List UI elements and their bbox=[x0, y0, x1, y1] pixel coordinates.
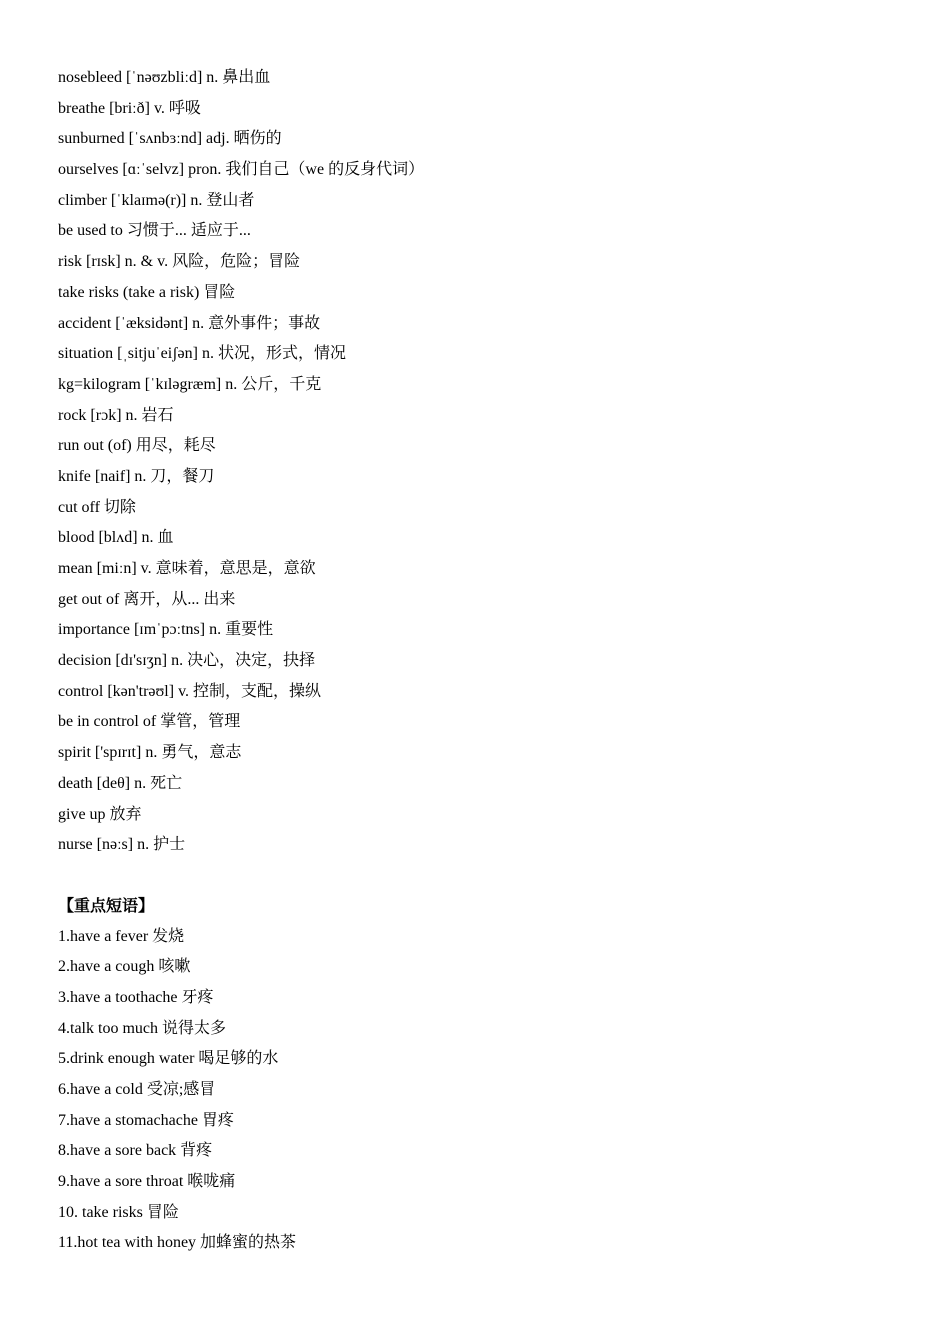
vocab-entry: mean [miːn] v. 意味着，意思是，意欲 bbox=[58, 560, 316, 577]
phrases-list bbox=[58, 922, 918, 1260]
vocab-entry: sunburned [ˈsʌnbɜːnd] adj. 晒伤的 bbox=[58, 130, 282, 148]
vocab-entry: nosebleed [ˈnəʊzbliːd] n. 鼻出血 bbox=[58, 69, 271, 86]
vocab-entry: give up 放弃 bbox=[58, 805, 142, 823]
phrase-entry: 11.hot tea with honey 加蜂蜜的热茶 bbox=[58, 1234, 297, 1252]
vocab-entry: be in control of 掌管，管理 bbox=[58, 713, 241, 731]
vocab-entry: run out (of) 用尽，耗尽 bbox=[58, 437, 216, 455]
vocab-entry: control [kən'trəʊl] v. 控制，支配，操纵 bbox=[58, 682, 322, 700]
vocab-entry: nurse [nəːs] n. 护士 bbox=[58, 836, 186, 854]
phrase-entry: 2.have a cough 咳嗽 bbox=[58, 958, 191, 976]
vocab-entry: ourselves [ɑːˈselvz] pron. 我们自己（we 的反身代词） bbox=[58, 161, 425, 179]
vocab-entry: get out of 离开，从... 出来 bbox=[58, 590, 236, 608]
phrase-entry: 10. take risks 冒险 bbox=[58, 1203, 179, 1221]
vocabulary-list bbox=[58, 63, 918, 861]
vocab-entry: importance [ɪmˈpɔːtns] n. 重要性 bbox=[58, 621, 274, 639]
vocab-entry: breathe [briːð] v. 呼吸 bbox=[58, 99, 201, 117]
vocab-entry: decision [dɪ'sɪʒn] n. 决心，决定，抉择 bbox=[58, 652, 316, 670]
vocab-entry: spirit ['spɪrɪt] n. 勇气，意志 bbox=[58, 744, 242, 762]
vocab-entry: be used to 习惯于... 适应于... bbox=[58, 222, 251, 240]
phrase-entry: 4.talk too much 说得太多 bbox=[58, 1019, 226, 1037]
vocab-entry: rock [rɔk] n. 岩石 bbox=[58, 406, 174, 424]
section-spacer bbox=[58, 861, 918, 891]
phrase-entry: 8.have a sore back 背疼 bbox=[58, 1142, 213, 1160]
phrase-entry: 9.have a sore throat 喉咙痛 bbox=[58, 1173, 236, 1191]
vocab-entry: climber [ˈklaɪmə(r)] n. 登山者 bbox=[58, 191, 255, 209]
vocab-entry: kg=kilogram [ˈkɪləgræm] n. 公斤，千克 bbox=[58, 375, 322, 393]
vocab-entry: accident [ˈæksidənt] n. 意外事件；事故 bbox=[58, 314, 321, 332]
vocab-entry: cut off 切除 bbox=[58, 498, 136, 516]
phrase-entry: 6.have a cold 受凉;感冒 bbox=[58, 1081, 216, 1098]
phrase-entry: 7.have a stomachache 胃疼 bbox=[58, 1111, 234, 1129]
vocab-entry: blood [blʌd] n. 血 bbox=[58, 529, 174, 547]
vocab-entry: knife [naif] n. 刀，餐刀 bbox=[58, 467, 215, 485]
vocab-entry: take risks (take a risk) 冒险 bbox=[58, 283, 236, 301]
phrase-entry: 3.have a toothache 牙疼 bbox=[58, 988, 214, 1006]
vocab-entry: situation [ˌsitjuˈeiʃən] n. 状况，形式，情况 bbox=[58, 345, 346, 363]
phrase-entry: 1.have a fever 发烧 bbox=[58, 927, 185, 945]
vocab-entry: risk [rɪsk] n. & v. 风险，危险；冒险 bbox=[58, 253, 301, 271]
document-page bbox=[58, 63, 918, 1259]
phrases-heading: 【重点短语】 bbox=[58, 895, 155, 915]
vocab-entry: death [deθ] n. 死亡 bbox=[58, 774, 183, 792]
phrase-entry: 5.drink enough water 喝足够的水 bbox=[58, 1050, 279, 1068]
